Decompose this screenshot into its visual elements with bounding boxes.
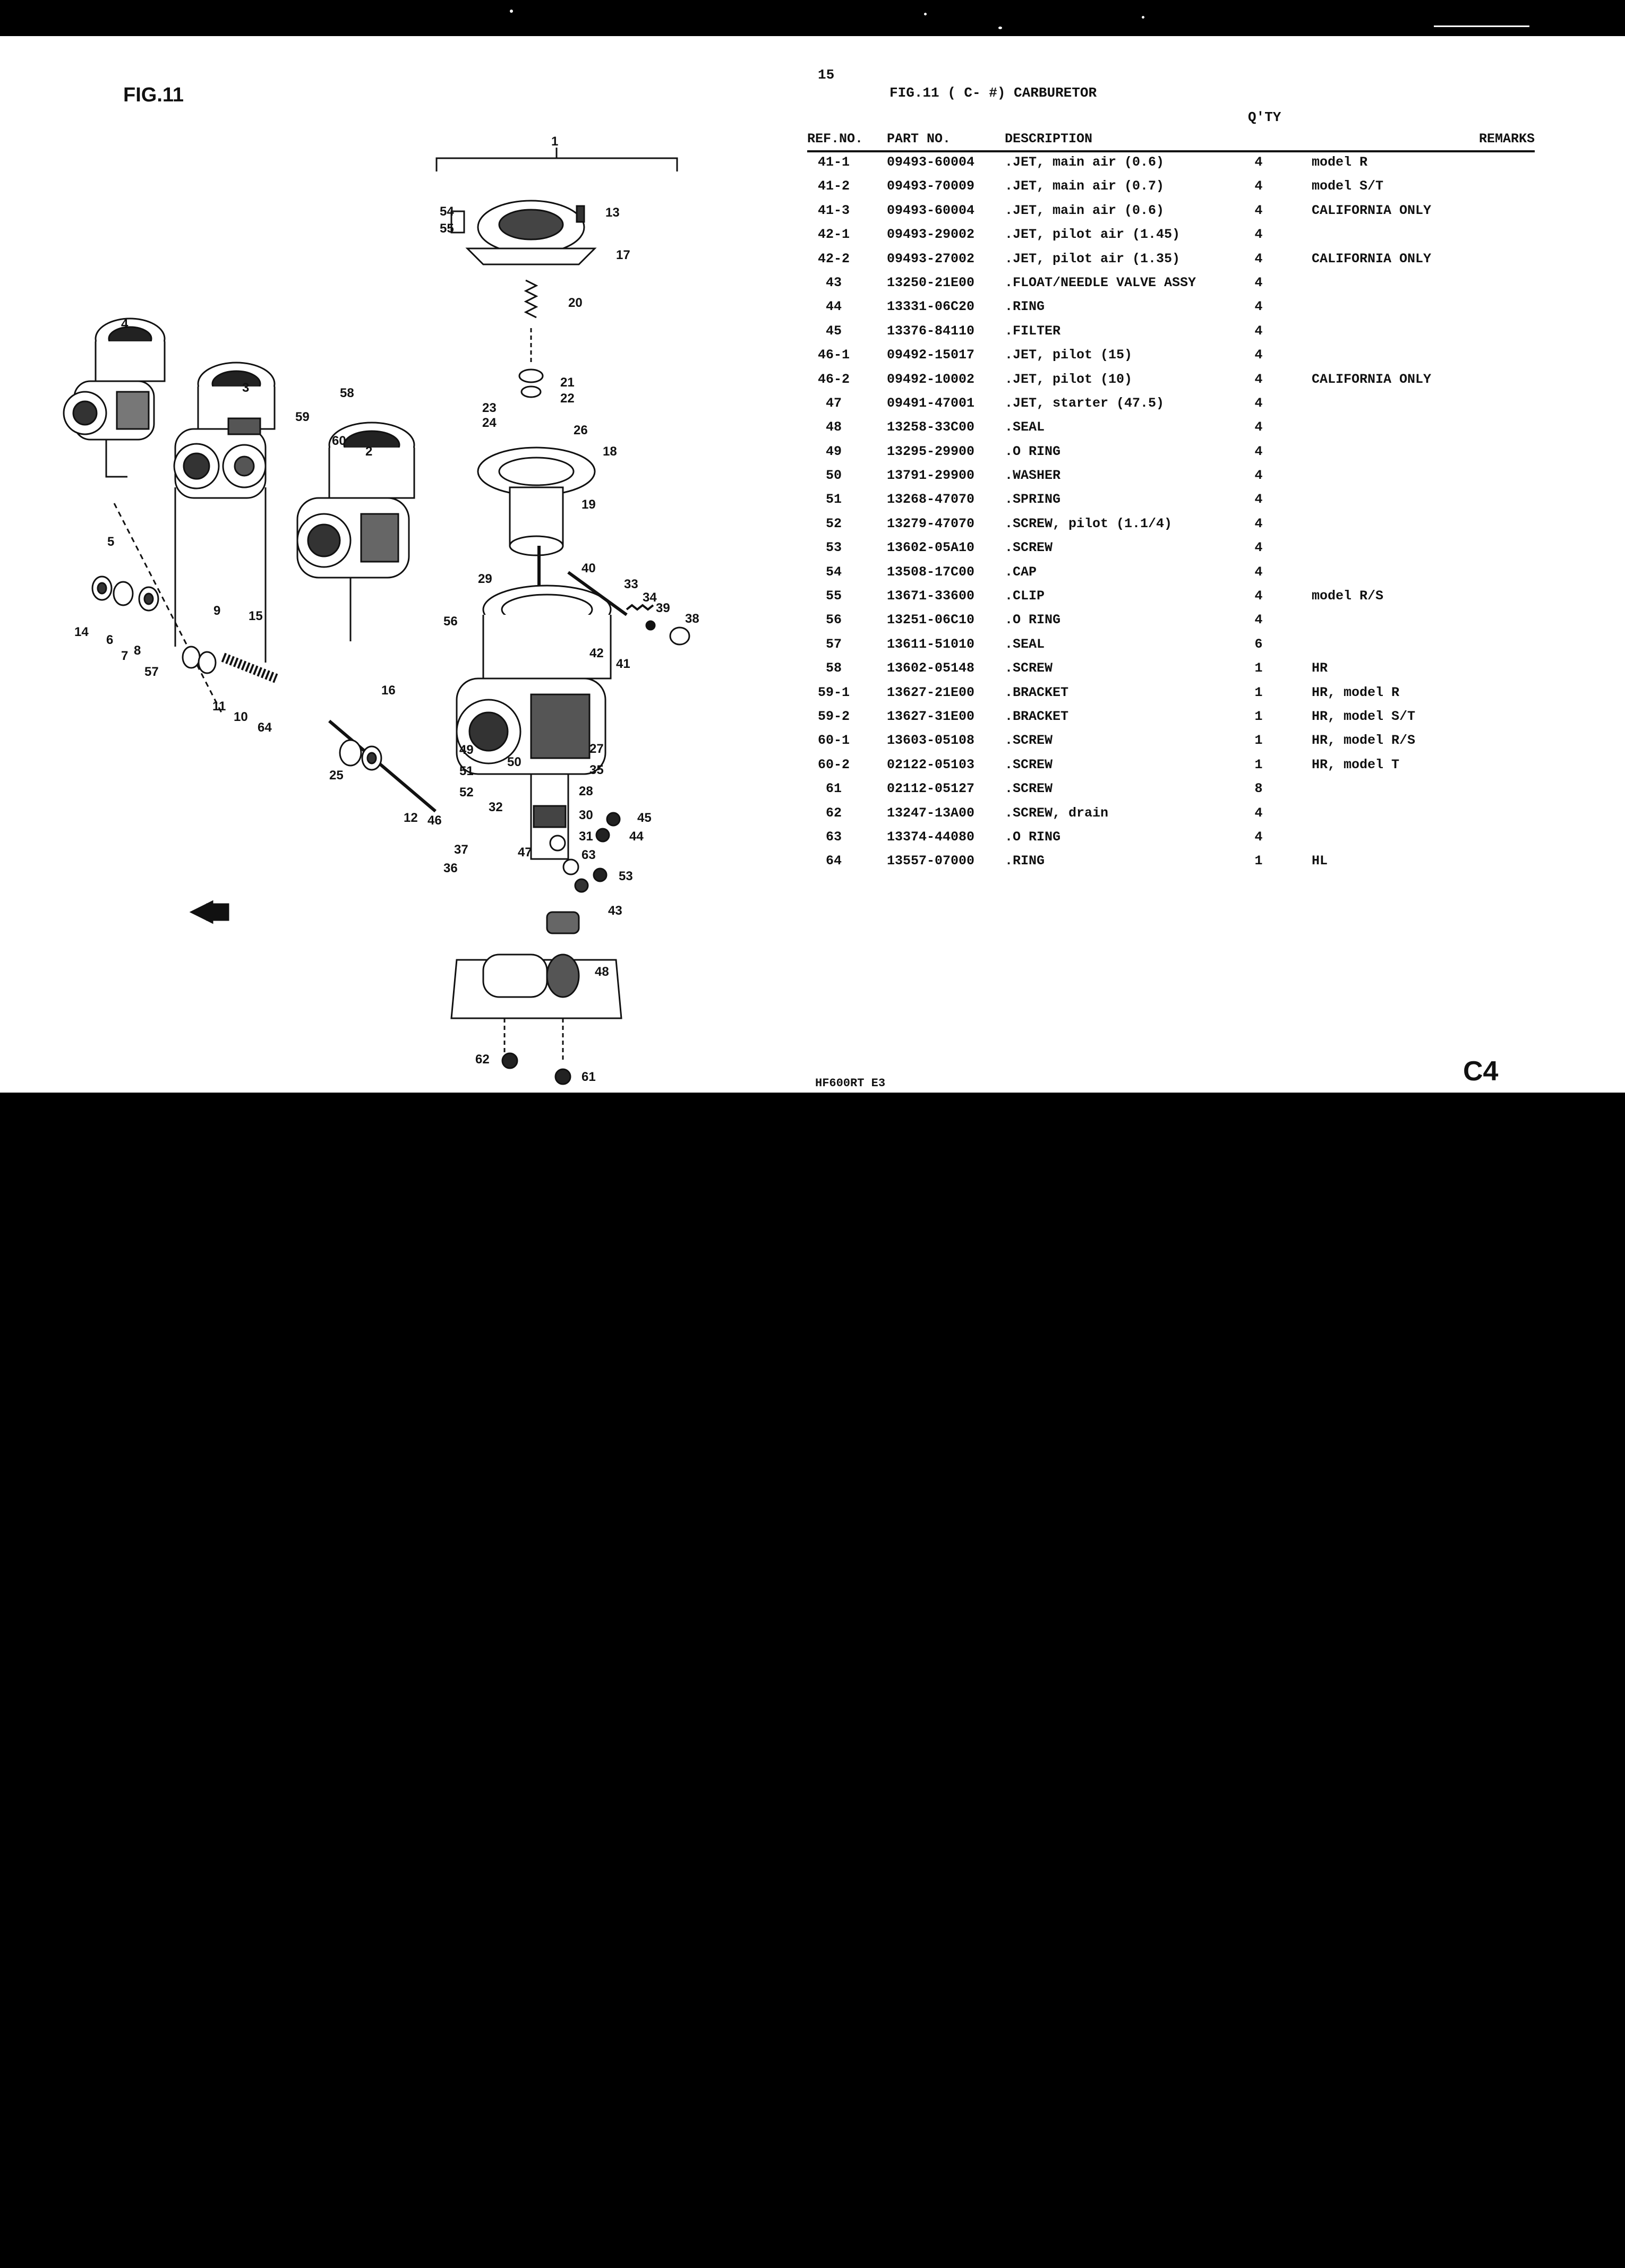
qty-header: Q'TY [1248, 109, 1281, 125]
table-row [807, 658, 1535, 682]
callout-15: 15 [249, 609, 263, 623]
description-cell: .JET, pilot air (1.45) [1005, 227, 1181, 243]
ref-no-cell: 47 [825, 395, 842, 411]
part-no-cell: 13295-29900 [887, 443, 975, 459]
callout-22: 22 [560, 391, 575, 406]
table-row [807, 152, 1535, 176]
qty-cell: 4 [1254, 516, 1263, 531]
qty-cell: 4 [1254, 564, 1263, 580]
ref-no-cell: 63 [825, 829, 842, 845]
callout-54: 54 [440, 204, 454, 219]
ref-no-cell: 48 [825, 419, 842, 435]
qty-cell: 4 [1254, 492, 1263, 508]
description-cell: .O RING [1005, 612, 1061, 628]
qty-cell: 4 [1254, 323, 1263, 339]
description-cell: .SCREW [1005, 660, 1053, 676]
carburetor-exploded-diagram [53, 105, 712, 1087]
callout-32: 32 [489, 800, 503, 814]
part-no-cell: 09493-27002 [887, 251, 975, 267]
description-cell: .JET, main air (0.6) [1005, 202, 1165, 218]
part-no-cell: 13627-31E00 [887, 708, 975, 724]
qty-cell: 4 [1254, 299, 1263, 315]
callout-1: 1 [551, 134, 559, 149]
callout-42: 42 [589, 646, 604, 660]
description-cell: .SCREW [1005, 757, 1053, 772]
ref-no-cell: 42-2 [817, 251, 850, 267]
ref-no-cell: 43 [825, 274, 842, 290]
table-row [807, 827, 1535, 851]
callout-18: 18 [603, 444, 617, 459]
callout-46: 46 [427, 813, 442, 828]
table-row [807, 538, 1535, 562]
table-row [807, 176, 1535, 200]
table-row [807, 803, 1535, 827]
callout-3: 3 [242, 381, 250, 395]
callout-41: 41 [616, 657, 630, 671]
part-no-cell: 13250-21E00 [887, 274, 975, 290]
callout-35: 35 [589, 763, 604, 777]
part-no-cell: 13611-51010 [887, 636, 975, 652]
description-cell: .SCREW, pilot (1.1/4) [1005, 516, 1173, 531]
callout-36: 36 [443, 861, 458, 875]
description-cell: .SCREW [1005, 540, 1053, 556]
callout-20: 20 [568, 296, 583, 310]
callout-55: 55 [440, 221, 454, 236]
qty-cell: 4 [1254, 202, 1263, 218]
header-remarks: REMARKS [1478, 131, 1535, 147]
ref-no-cell: 58 [825, 660, 842, 676]
callout-48: 48 [595, 965, 609, 979]
callout-11: 11 [212, 699, 226, 714]
table-row [807, 273, 1535, 297]
callout-47: 47 [518, 845, 532, 860]
callout-9: 9 [213, 604, 221, 618]
description-cell: .JET, main air (0.6) [1005, 154, 1165, 170]
table-row [807, 489, 1535, 513]
callout-12: 12 [404, 811, 418, 825]
qty-cell: 1 [1254, 757, 1263, 772]
qty-cell: 1 [1254, 733, 1263, 749]
callout-17: 17 [616, 248, 630, 262]
seal-ring-parts [92, 577, 381, 770]
table-row [807, 417, 1535, 441]
callout-14: 14 [74, 625, 89, 639]
callout-23: 23 [482, 401, 497, 415]
ref-no-cell: 42-1 [817, 227, 850, 243]
qty-cell: 4 [1254, 347, 1263, 363]
description-cell: .SPRING [1005, 492, 1061, 508]
ref-no-cell: 62 [825, 805, 842, 821]
header-description: DESCRIPTION [1005, 131, 1093, 147]
callout-29: 29 [478, 572, 492, 586]
part-no-cell: 13508-17C00 [887, 564, 975, 580]
part-no-cell: 13251-06C10 [887, 612, 975, 628]
callout-28: 28 [579, 784, 593, 798]
qty-cell: 1 [1254, 660, 1263, 676]
callout-25: 25 [329, 768, 344, 783]
part-no-cell: 09493-29002 [887, 227, 975, 243]
callout-52: 52 [459, 785, 474, 800]
table-row [807, 466, 1535, 489]
callout-33: 33 [624, 577, 638, 591]
callout-59: 59 [295, 410, 310, 424]
remarks-cell: HR, model S/T [1312, 708, 1416, 724]
scan-speck [1142, 16, 1144, 19]
remarks-cell: model R [1312, 154, 1368, 170]
part-no-cell: 09493-70009 [887, 178, 975, 194]
carburetor-body-2 [297, 423, 414, 641]
qty-cell: 4 [1254, 443, 1263, 459]
qty-cell: 4 [1254, 371, 1263, 387]
ref-no-cell: 57 [825, 636, 842, 652]
description-cell: .SCREW, drain [1005, 805, 1109, 821]
ref-no-cell: 41-1 [817, 154, 850, 170]
callout-49: 49 [459, 743, 474, 757]
callout-64: 64 [258, 720, 272, 735]
part-no-cell: 13258-33C00 [887, 419, 975, 435]
callout-8: 8 [134, 643, 141, 658]
part-no-cell: 09492-10002 [887, 371, 975, 387]
qty-cell: 4 [1254, 227, 1263, 243]
remarks-cell: HR, model R/S [1312, 733, 1416, 749]
callout-37: 37 [454, 843, 468, 857]
part-no-cell: 13268-47070 [887, 492, 975, 508]
part-no-cell: 13331-06C20 [887, 299, 975, 315]
callout-51: 51 [459, 764, 474, 778]
remarks-cell: HR [1312, 660, 1328, 676]
part-no-cell: 13627-21E00 [887, 684, 975, 700]
remarks-cell: CALIFORNIA ONLY [1312, 202, 1432, 218]
description-cell: .SCREW [1005, 781, 1053, 797]
ref-no-cell: 44 [825, 299, 842, 315]
figure-label: FIG.11 [123, 84, 184, 106]
callout-34: 34 [643, 590, 657, 605]
table-row [807, 562, 1535, 586]
ref-no-cell: 54 [825, 564, 842, 580]
carburetor-body-main [457, 586, 611, 774]
callout-50: 50 [507, 755, 521, 769]
table-row [807, 610, 1535, 634]
part-no-cell: 13791-29900 [887, 468, 975, 484]
callout-53: 53 [619, 869, 633, 883]
ref-no-cell: 49 [825, 443, 842, 459]
description-cell: .JET, pilot air (1.35) [1005, 251, 1181, 267]
scan-speck [924, 13, 927, 15]
description-cell: .JET, pilot (10) [1005, 371, 1133, 387]
qty-cell: 1 [1254, 684, 1263, 700]
description-cell: .CLIP [1005, 588, 1045, 604]
table-row [807, 345, 1535, 369]
header-ref-no: REF.NO. [807, 131, 863, 147]
callout-43: 43 [608, 904, 622, 918]
table-row [807, 201, 1535, 225]
callout-58: 58 [340, 386, 354, 400]
part-no-cell: 13671-33600 [887, 588, 975, 604]
remarks-cell: HR, model R [1312, 684, 1400, 700]
qty-cell: 4 [1254, 805, 1263, 821]
remarks-cell: HR, model T [1312, 757, 1400, 772]
remarks-cell: CALIFORNIA ONLY [1312, 371, 1432, 387]
callout-38: 38 [685, 612, 699, 626]
part-no-cell: 13602-05A10 [887, 540, 975, 556]
scan-speck [998, 27, 1002, 29]
part-no-cell: 13279-47070 [887, 516, 975, 531]
ref-no-cell: 41-3 [817, 202, 850, 218]
ref-no-cell: 52 [825, 516, 842, 531]
description-cell: .WASHER [1005, 468, 1061, 484]
page-number: 15 [818, 67, 835, 83]
qty-cell: 4 [1254, 540, 1263, 556]
callout-21: 21 [560, 375, 575, 390]
description-cell: .CAP [1005, 564, 1037, 580]
callout-62: 62 [475, 1052, 490, 1067]
remarks-cell: model S/T [1312, 178, 1384, 194]
callout-57: 57 [144, 665, 159, 679]
ref-no-cell: 45 [825, 323, 842, 339]
qty-cell: 4 [1254, 468, 1263, 484]
callout-7: 7 [121, 649, 129, 663]
part-no-cell: 09493-60004 [887, 202, 975, 218]
front-arrow-icon [191, 901, 228, 923]
table-row [807, 634, 1535, 658]
ref-no-cell: 55 [825, 588, 842, 604]
table-row [807, 707, 1535, 731]
description-cell: .O RING [1005, 443, 1061, 459]
ref-no-cell: 61 [825, 781, 842, 797]
callout-44: 44 [629, 829, 644, 844]
ref-no-cell: 46-2 [817, 371, 850, 387]
carburetor-body-3 [174, 363, 275, 498]
header-part-no: PART NO. [887, 131, 951, 147]
callout-2: 2 [365, 444, 373, 459]
callout-56: 56 [443, 614, 458, 629]
table-row [807, 586, 1535, 610]
qty-cell: 4 [1254, 154, 1263, 170]
callout-24: 24 [482, 416, 497, 430]
carburetor-body-4 [64, 319, 165, 477]
description-cell: .SEAL [1005, 636, 1045, 652]
ref-no-cell: 60-1 [817, 733, 850, 749]
table-row [807, 225, 1535, 248]
callout-5: 5 [107, 535, 115, 549]
callout-63: 63 [581, 848, 596, 862]
qty-cell: 6 [1254, 636, 1263, 652]
callout-31: 31 [579, 829, 593, 844]
qty-cell: 4 [1254, 829, 1263, 845]
qty-cell: 4 [1254, 419, 1263, 435]
description-cell: .JET, pilot (15) [1005, 347, 1133, 363]
callout-30: 30 [579, 808, 593, 822]
scan-speck [510, 10, 513, 13]
footer-code: HF600RT E3 [815, 1077, 886, 1090]
table-row [807, 393, 1535, 417]
ref-no-cell: 51 [825, 492, 842, 508]
ref-no-cell: 59-1 [817, 684, 850, 700]
qty-cell: 4 [1254, 395, 1263, 411]
callout-13: 13 [605, 205, 620, 220]
remarks-cell: HL [1312, 853, 1328, 869]
ref-no-cell: 64 [825, 853, 842, 869]
description-cell: .BRACKET [1005, 708, 1069, 724]
callout-60: 60 [332, 434, 346, 448]
callout-4: 4 [121, 317, 129, 331]
ref-no-cell: 53 [825, 540, 842, 556]
description-cell: .BRACKET [1005, 684, 1069, 700]
ref-no-cell: 59-2 [817, 708, 850, 724]
description-cell: .O RING [1005, 829, 1061, 845]
part-no-cell: 09492-15017 [887, 347, 975, 363]
callout-26: 26 [574, 423, 588, 437]
part-no-cell: 13374-44080 [887, 829, 975, 845]
description-cell: .FLOAT/NEEDLE VALVE ASSY [1005, 274, 1196, 290]
table-row [807, 851, 1535, 875]
part-no-cell: 13603-05108 [887, 733, 975, 749]
table-row [807, 442, 1535, 466]
table-header [807, 129, 1535, 152]
description-cell: .JET, starter (47.5) [1005, 395, 1165, 411]
qty-cell: 1 [1254, 853, 1263, 869]
table-row [807, 731, 1535, 754]
ref-no-cell: 50 [825, 468, 842, 484]
callout-39: 39 [656, 601, 670, 615]
part-no-cell: 13247-13A00 [887, 805, 975, 821]
description-cell: .SEAL [1005, 419, 1045, 435]
parts-table [807, 129, 1535, 875]
top-cover [451, 201, 595, 264]
part-no-cell: 13602-05148 [887, 660, 975, 676]
callout-27: 27 [589, 742, 604, 756]
qty-cell: 4 [1254, 251, 1263, 267]
table-row [807, 514, 1535, 538]
table-row [807, 779, 1535, 803]
qty-cell: 1 [1254, 708, 1263, 724]
callout-10: 10 [234, 710, 248, 724]
part-no-cell: 13557-07000 [887, 853, 975, 869]
part-no-cell: 09493-60004 [887, 154, 975, 170]
part-no-cell: 02112-05127 [887, 781, 975, 797]
corner-code: C4 [1463, 1056, 1499, 1087]
callout-45: 45 [637, 811, 652, 825]
ref-no-cell: 46-1 [817, 347, 850, 363]
part-no-cell: 02122-05103 [887, 757, 975, 772]
table-row [807, 249, 1535, 273]
description-cell: .RING [1005, 853, 1045, 869]
figure-title: FIG.11 ( C- #) CARBURETOR [890, 85, 1097, 101]
callout-40: 40 [581, 561, 596, 575]
scanned-page [0, 36, 1625, 1093]
callout-16: 16 [381, 683, 396, 698]
callout-61: 61 [581, 1070, 596, 1084]
scan-streak [1434, 25, 1529, 27]
description-cell: .RING [1005, 299, 1045, 315]
float-bowl [451, 774, 621, 1084]
qty-cell: 4 [1254, 612, 1263, 628]
description-cell: .JET, main air (0.7) [1005, 178, 1165, 194]
table-row [807, 370, 1535, 393]
callout-19: 19 [581, 497, 596, 512]
part-no-cell: 13376-84110 [887, 323, 975, 339]
ref-no-cell: 60-2 [817, 757, 850, 772]
table-row [807, 683, 1535, 707]
table-row [807, 297, 1535, 321]
qty-cell: 4 [1254, 274, 1263, 290]
qty-cell: 8 [1254, 781, 1263, 797]
table-row [807, 755, 1535, 779]
ref-no-cell: 41-2 [817, 178, 850, 194]
part-no-cell: 09491-47001 [887, 395, 975, 411]
remarks-cell: model R/S [1312, 588, 1384, 604]
qty-cell: 4 [1254, 178, 1263, 194]
qty-cell: 4 [1254, 588, 1263, 604]
ref-no-cell: 56 [825, 612, 842, 628]
callout-6: 6 [106, 633, 114, 647]
remarks-cell: CALIFORNIA ONLY [1312, 251, 1432, 267]
table-row [807, 321, 1535, 345]
description-cell: .FILTER [1005, 323, 1061, 339]
description-cell: .SCREW [1005, 733, 1053, 749]
